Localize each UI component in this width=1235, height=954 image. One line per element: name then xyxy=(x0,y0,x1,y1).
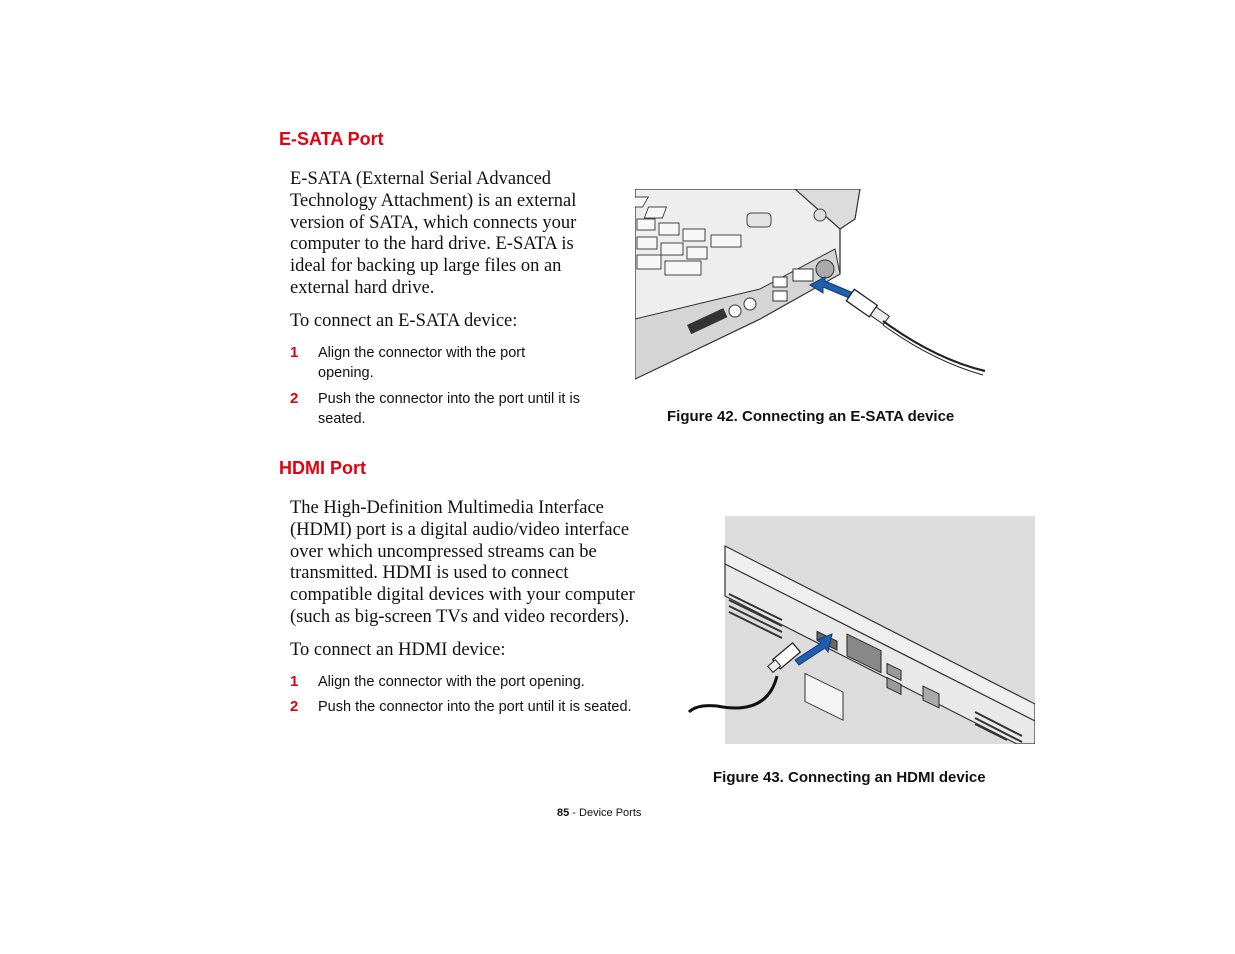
step-text: Push the connector into the port until it is seated. xyxy=(318,699,632,715)
esata-heading: E-SATA Port xyxy=(279,129,384,149)
esata-intro: To connect an E-SATA device: xyxy=(290,311,518,331)
hdmi-figure-image xyxy=(687,516,1035,744)
step-text: Push the connector into the port until it is seated. xyxy=(318,391,580,427)
esata-figure-caption: Figure 42. Connecting an E-SATA device xyxy=(667,408,955,425)
hdmi-laptop-illustration xyxy=(687,516,1035,744)
esata-figure-image xyxy=(635,189,987,382)
page-footer xyxy=(557,807,641,819)
footer-section: - Device Ports xyxy=(569,807,642,819)
esata-step-2 xyxy=(290,389,590,431)
hdmi-heading: HDMI Port xyxy=(279,458,366,478)
esata-paragraph: E-SATA (External Serial Advanced Technology Attachment) is an external version of SATA, which connects your computer to the hard drive. E-SATA is ideal for backing up large files on an external hard drive. xyxy=(290,169,577,298)
hdmi-paragraph: The High-Definition Multimedia Interface (HDMI) port is a digital audio/video interface over which uncompressed streams can be transmitted. HDMI is used to connect compatible digital devices with your computer (such as big-screen TVs and video recorders). xyxy=(290,498,635,627)
hdmi-figure-caption: Figure 43. Connecting an HDMI device xyxy=(713,769,986,786)
hdmi-step-2 xyxy=(290,697,660,719)
esata-step-1 xyxy=(290,343,590,385)
page-number: 85 xyxy=(557,807,570,819)
step-number: 1 xyxy=(290,344,299,361)
step-number: 2 xyxy=(290,698,299,715)
hdmi-intro: To connect an HDMI device: xyxy=(290,640,506,660)
step-text: Align the connector with the port opening. xyxy=(318,345,526,381)
step-number: 1 xyxy=(290,673,299,690)
step-text: Align the connector with the port opening. xyxy=(318,674,585,690)
esata-laptop-illustration xyxy=(635,189,987,382)
step-number: 2 xyxy=(290,390,299,407)
hdmi-step-1 xyxy=(290,672,660,694)
